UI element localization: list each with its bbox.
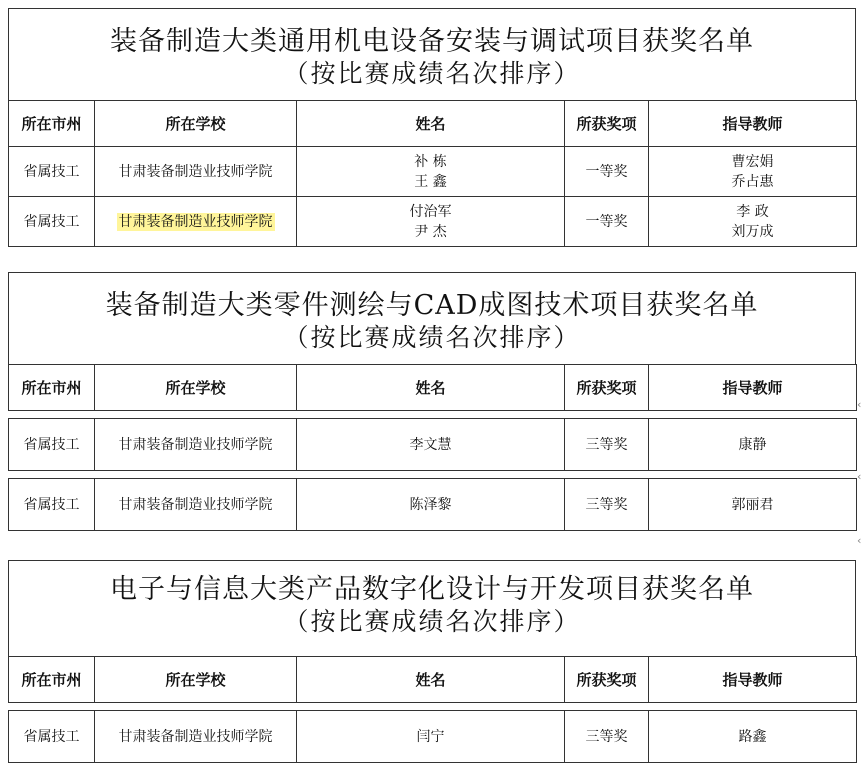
cell-award: 三等奖: [565, 479, 649, 531]
table-row: [9, 147, 857, 197]
cell-school: 甘肃装备制造业技师学院: [95, 711, 297, 763]
student-name: 王 鑫: [414, 173, 447, 190]
table-header-row: [9, 101, 857, 147]
cell-school: 甘肃装备制造业技师学院: [95, 479, 297, 531]
edge-arrow-icon: ‹: [857, 470, 862, 483]
cell-names: 闫宁: [297, 711, 565, 763]
table-row: [9, 197, 857, 247]
header-city: 所在市州: [9, 101, 95, 147]
header-school: 所在学校: [95, 101, 297, 147]
cell-names: [297, 197, 565, 247]
section-1: [8, 8, 856, 247]
student-name: 补 栋: [414, 153, 447, 170]
cell-city: 省属技工: [9, 147, 95, 197]
cell-award: 三等奖: [565, 419, 649, 471]
section-2-table: [8, 364, 857, 531]
section-3: [8, 560, 856, 763]
student-name: 付治军: [409, 203, 452, 220]
header-award: 所获奖项: [565, 365, 649, 411]
cell-city: 省属技工: [9, 197, 95, 247]
table-row: [9, 419, 857, 471]
teacher-name: 曹宏娟: [731, 153, 774, 170]
cell-award: 三等奖: [565, 711, 649, 763]
header-city: 所在市州: [9, 657, 95, 703]
header-name: 姓名: [297, 101, 565, 147]
cell-award: 一等奖: [565, 197, 649, 247]
cell-names: 陈泽黎: [297, 479, 565, 531]
cell-teachers: [649, 197, 857, 247]
section-2-title: 装备制造大类零件测绘与CAD成图技术项目获奖名单: [105, 290, 759, 321]
teacher-name: 乔占惠: [731, 173, 774, 190]
section-2-title-box: [8, 272, 856, 364]
cell-teachers: [649, 147, 857, 197]
cell-award: 一等奖: [565, 147, 649, 197]
header-city: 所在市州: [9, 365, 95, 411]
cell-teachers: 康静: [649, 419, 857, 471]
edge-arrow-icon: ‹: [857, 398, 862, 411]
section-3-title: 电子与信息大类产品数字化设计与开发项目获奖名单: [110, 574, 754, 605]
cell-names: [297, 147, 565, 197]
header-award: 所获奖项: [565, 657, 649, 703]
teacher-name: 李 政: [736, 203, 769, 220]
cell-city: 省属技工: [9, 419, 95, 471]
section-1-table: [8, 100, 857, 247]
section-3-table: [8, 656, 857, 763]
header-name: 姓名: [297, 657, 565, 703]
header-teacher: 指导教师: [649, 365, 857, 411]
section-1-title: 装备制造大类通用机电设备安装与调试项目获奖名单: [110, 26, 754, 57]
table-row: [9, 711, 857, 763]
header-school: 所在学校: [95, 657, 297, 703]
cell-city: 省属技工: [9, 479, 95, 531]
table-header-row: [9, 657, 857, 703]
section-3-title-box: [8, 560, 856, 656]
cell-teachers: 郭丽君: [649, 479, 857, 531]
row-gap: [9, 411, 857, 419]
highlighted-school: 甘肃装备制造业技师学院: [118, 213, 273, 230]
edge-arrow-icon: ‹: [857, 534, 862, 547]
table-header-row: [9, 365, 857, 411]
cell-school: [95, 197, 297, 247]
header-name: 姓名: [297, 365, 565, 411]
section-3-subtitle: （按比赛成绩名次排序）: [283, 607, 581, 636]
cell-city: 省属技工: [9, 711, 95, 763]
teacher-name: 刘万成: [731, 223, 774, 240]
header-teacher: 指导教师: [649, 101, 857, 147]
section-2-subtitle: （按比赛成绩名次排序）: [283, 323, 581, 352]
cell-teachers: 路鑫: [649, 711, 857, 763]
student-name: 尹 杰: [414, 223, 447, 240]
section-1-title-box: [8, 8, 856, 100]
cell-school: 甘肃装备制造业技师学院: [95, 419, 297, 471]
cell-names: 李文慧: [297, 419, 565, 471]
section-1-subtitle: （按比赛成绩名次排序）: [283, 59, 581, 88]
cell-school: 甘肃装备制造业技师学院: [95, 147, 297, 197]
row-gap: [9, 471, 857, 479]
header-award: 所获奖项: [565, 101, 649, 147]
header-teacher: 指导教师: [649, 657, 857, 703]
header-school: 所在学校: [95, 365, 297, 411]
row-gap: [9, 703, 857, 711]
section-2: [8, 272, 856, 531]
table-row: [9, 479, 857, 531]
